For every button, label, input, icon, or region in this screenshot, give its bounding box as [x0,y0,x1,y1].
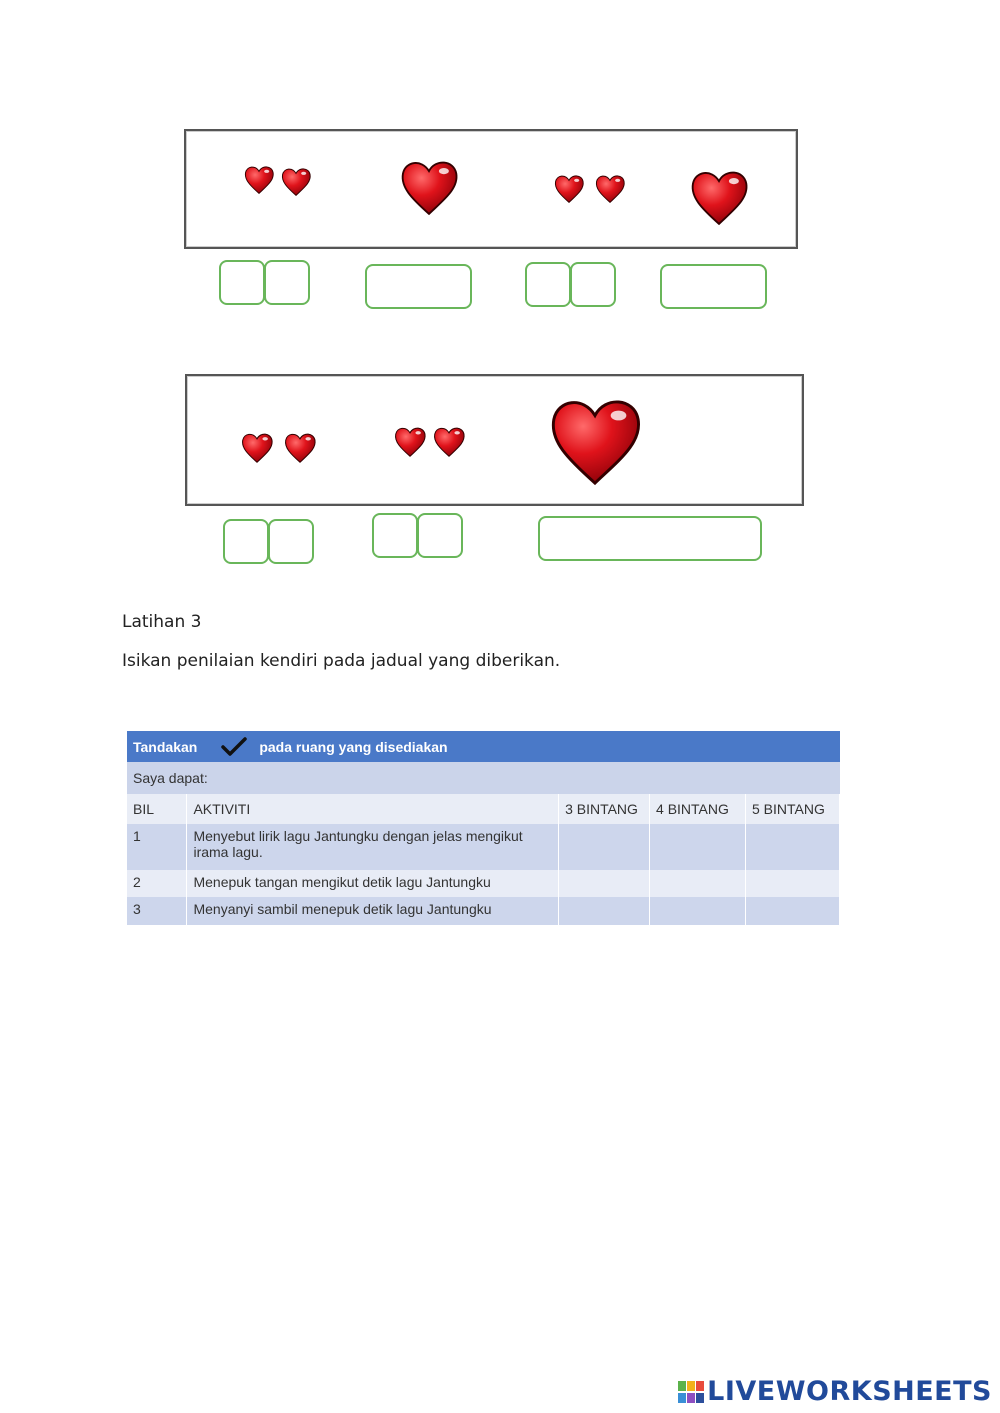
large-heart-icon [688,165,750,227]
answer-input[interactable] [525,262,571,307]
exercise-instruction: Isikan penilaian kendiri pada jadual yang diberikan. [122,651,561,671]
brand-name: LIVEWORKSHEETS [707,1376,992,1407]
row-number: 2 [127,870,187,897]
answer-input[interactable] [417,513,463,558]
column-header-bil: BIL [127,794,187,824]
header-text-before: Tandakan [133,738,198,755]
table-sub-header: Saya dapat: [127,762,840,794]
liveworksheets-brand [678,1376,992,1407]
rating-5-cell[interactable] [746,870,840,897]
table-row [127,824,840,870]
rating-4-cell[interactable] [650,897,746,925]
column-header-row [127,794,840,824]
small-heart-icon [283,428,317,466]
liveworksheets-logo-icon [678,1381,704,1403]
rating-5-cell[interactable] [746,897,840,925]
large-heart-icon [546,383,644,495]
row-number: 3 [127,897,187,925]
rating-4-cell[interactable] [650,824,746,870]
row-number: 1 [127,824,187,870]
column-header-3-bintang: 3 BINTANG [559,794,650,824]
table-header-bar [127,731,840,762]
small-heart-icon [393,422,427,460]
table-row [127,897,840,925]
column-header-5-bintang: 5 BINTANG [746,794,840,824]
answer-input[interactable] [372,513,418,558]
small-heart-icon [594,170,626,206]
answer-input[interactable] [570,262,616,307]
table-row [127,870,840,897]
small-heart-icon [432,422,466,460]
answer-input[interactable] [660,264,767,309]
activity-text: Menyanyi sambil menepuk detik lagu Jantungku [187,897,559,925]
answer-input[interactable] [268,519,314,564]
small-heart-icon [240,428,274,466]
checkmark-icon [221,736,247,758]
rating-4-cell[interactable] [650,870,746,897]
answer-input[interactable] [264,260,310,305]
header-text-after: pada ruang yang disediakan [259,738,448,755]
rating-3-cell[interactable] [559,870,650,897]
rating-3-cell[interactable] [559,824,650,870]
large-heart-icon [398,155,460,217]
small-heart-icon [553,170,585,206]
answer-input[interactable] [365,264,472,309]
column-header-4-bintang: 4 BINTANG [650,794,746,824]
small-heart-icon [280,163,312,199]
rating-3-cell[interactable] [559,897,650,925]
answer-input[interactable] [223,519,269,564]
rating-5-cell[interactable] [746,824,840,870]
small-heart-icon [243,161,275,197]
activity-text: Menepuk tangan mengikut detik lagu Jantungku [187,870,559,897]
answer-input[interactable] [219,260,265,305]
activity-text: Menyebut lirik lagu Jantungku dengan jelas mengikut irama lagu. [187,824,559,870]
answer-input[interactable] [538,516,762,561]
self-assessment-table [127,731,840,925]
column-header-aktiviti: AKTIVITI [187,794,559,824]
exercise-title: Latihan 3 [122,612,202,632]
rhythm-box-2 [185,374,804,506]
